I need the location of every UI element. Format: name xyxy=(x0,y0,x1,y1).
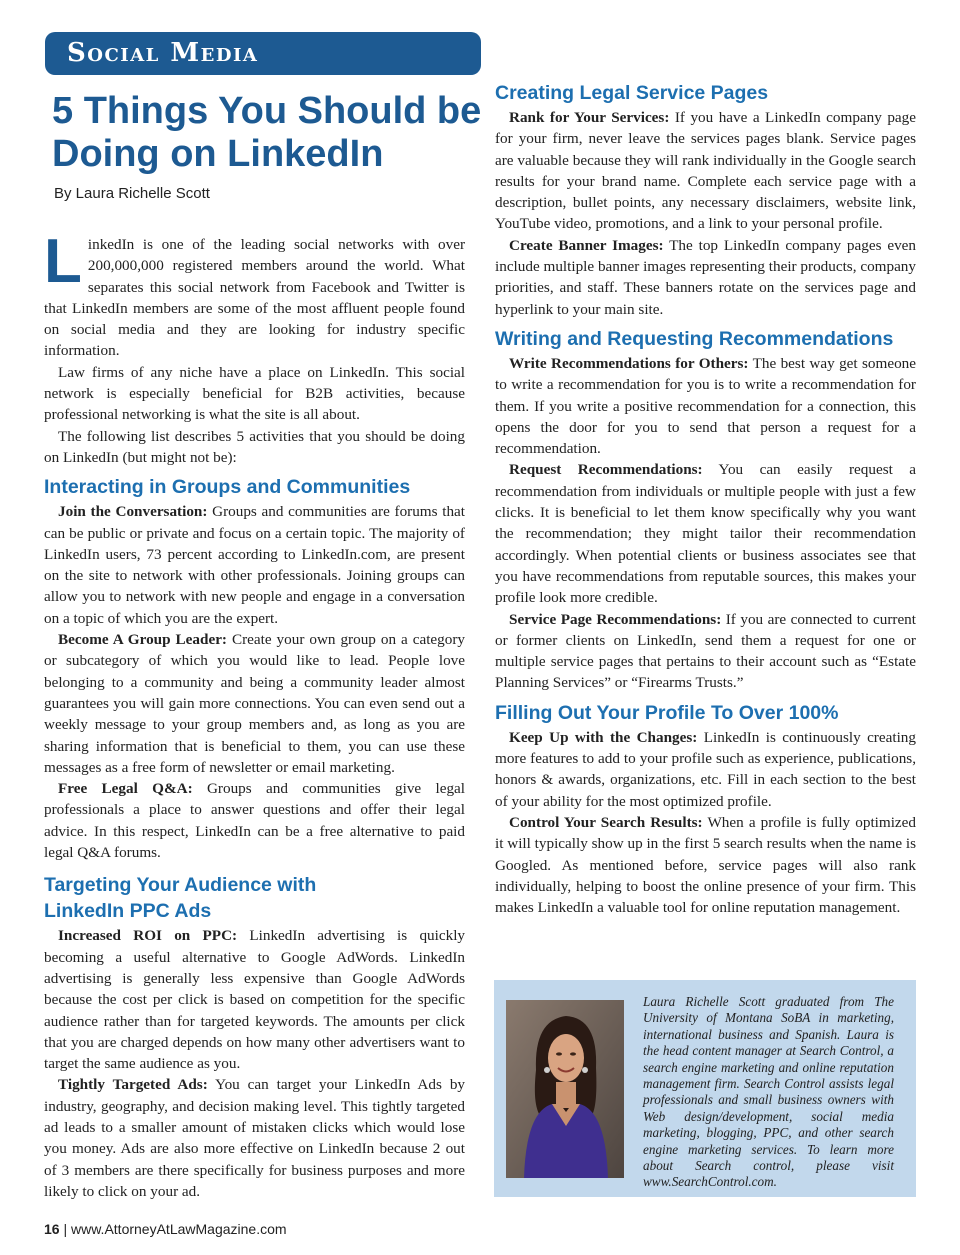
profile-item-2: Control Your Search Results: When a profile is fully optimized it will typically show up in the first 5 search results when the name is Googled. As mentioned before, service pages will also rank individually, helping to boost the online presence of your firm. This makes LinkedIn a valuable tool for online reputation management. xyxy=(495,813,916,917)
section-banner: Social Media xyxy=(45,32,481,75)
heading-legal-pages: Creating Legal Service Pages xyxy=(495,82,769,104)
footer-separator: | xyxy=(63,1221,68,1237)
author-photo xyxy=(506,1000,624,1178)
recommendations-item-3: Service Page Recommendations: If you are connected to current or former clients on LinkedIn, send them a request for one or multiple service pages that pertains to their account such as “Estate Planning Services” or “Firearms Trusts.” xyxy=(495,610,916,692)
heading-recommendations: Writing and Requesting Recommendations xyxy=(495,327,894,350)
page-number: 16 xyxy=(44,1221,60,1237)
page-footer xyxy=(44,1221,287,1237)
groups-item-3: Free Legal Q&A: Groups and communities give legal professionals a place to answer questions and offer their legal advice. In this respect, LinkedIn can be a free alternative to paid legal Q&A forums. xyxy=(44,780,465,862)
byline: By Laura Richelle Scott xyxy=(54,185,210,202)
legal-pages-item-2: Create Banner Images: The top LinkedIn company pages even include multiple banner images representing their products, company priorities, and staff. These banners rotate on the services page and hyperlink to your main site. xyxy=(495,236,916,318)
recommendations-item-1: Write Recommendations for Others: The best way get someone to write a recommendation for you is to write a recommendation for them. If you write a positive recommendation for a connection, this opens the door for you to send that person a request for a recommendation. xyxy=(495,354,916,458)
intro-paragraph-3: The following list describes 5 activities that you should be doing on LinkedIn (but might not be): xyxy=(44,427,465,466)
ppc-item-2: Tightly Targeted Ads: You can target your LinkedIn Ads by industry, geography, and decision making level. This tightly targeted ad leads to a smaller amount of mistaken clicks which would lose you money. Ads are also more effective on LinkedIn because 2 out of 3 members are there specifically for business purposes and more likely to click on your ad. xyxy=(44,1076,466,1200)
article-title: 5 Things You Should be Doing on LinkedIn xyxy=(52,90,482,175)
heading-profile: Filling Out Your Profile To Over 100% xyxy=(495,701,839,724)
author-portrait-image xyxy=(506,1000,624,1178)
legal-pages-item-1: Rank for Your Services: If you have a LinkedIn company page for your firm, never leave the services pages blank. Service pages are valuable because they will rank individually in the Google search results for your brand name. Complete each service page with a description, bullet points, any necessary disclaimers, website link, YouTube video, promotions, and a link to your personal profile. xyxy=(495,109,916,233)
profile-item-1: Keep Up with the Changes: LinkedIn is continuously creating more features to add to your profile such as experience, publications, honors & awards, organizations, etc. Fill in each section to the best of your ability for the most optimized profile. xyxy=(495,728,916,810)
heading-groups: Interacting in Groups and Communities xyxy=(44,476,411,499)
intro-paragraph-1: LinkedIn is one of the leading social networks with over 200,000,000 registered members around the world. What separates this social network from Facebook and Twitter is that LinkedIn members are some of the most affluent people found on social media and they are looking for industry specific information. xyxy=(44,227,465,360)
intro-paragraph-2: Law firms of any niche have a place on LinkedIn. This social network is especially beneficial for B2B activities, because professional networking is what the site is all about. xyxy=(44,363,465,424)
ppc-item-1: Increased ROI on PPC: LinkedIn advertising is quickly becoming a useful alternative to Google AdWords. LinkedIn advertising is generally less expensive than Google AdWords because the cost per click is based on competition for the specific audience rather than for targeted keywords. The amounts per click that you are charged depends on how many other advertisers want to target the same audience as you. xyxy=(44,927,466,1073)
groups-item-2: Become A Group Leader: Create your own group on a category or subcategory of which you would like to lead. People love belonging to a community and being a community leader almost guarantees you will gain more connections. You can even send out a weekly message to your group members and, as long as you are sharing information that is beneficial to them, you can use these messages as a free form of newsletter or email marketing. xyxy=(44,631,465,776)
heading-ppc: Targeting Your Audience with LinkedIn PPC Ads xyxy=(44,874,317,923)
left-column xyxy=(44,227,466,1202)
author-bio-box xyxy=(494,980,916,1197)
groups-item-1: Join the Conversation: Groups and communities are forums that can be public or private and focus on a certain topic. The majority of LinkedIn users, 73 percent according to LinkedIn.com, are present on the site to network with other professionals. Joining groups can allow you to network with new people and engage in a conversation on a topic of which you are the expert. xyxy=(44,503,465,627)
right-column xyxy=(495,80,916,918)
author-bio-text: Laura Richelle Scott graduated from The University of Montana SoBA in marketing, international business and Spanish. Laura is the head content manager at Search Control, a search engine marketing and online reputation management firm. Search Control assists legal professionals and small business owners with Web design/development, social media marketing, blogging, PPC, and other search engine marketing services. To learn more about Search control, please visit www.SearchControl.com. xyxy=(643,994,894,1190)
footer-website: www.AttorneyAtLawMagazine.com xyxy=(71,1221,287,1237)
drop-cap: L xyxy=(44,227,82,296)
recommendations-item-2: Request Recommendations: You can easily request a recommendation from individuals or multiple people with just a few clicks. It is beneficial to let them know specifically why you want the recommendation; they might tailor their recommendation accordingly. When potential clients or business associates see that you have recommendations from reputable sources, this makes your profile look more credible. xyxy=(495,461,917,607)
